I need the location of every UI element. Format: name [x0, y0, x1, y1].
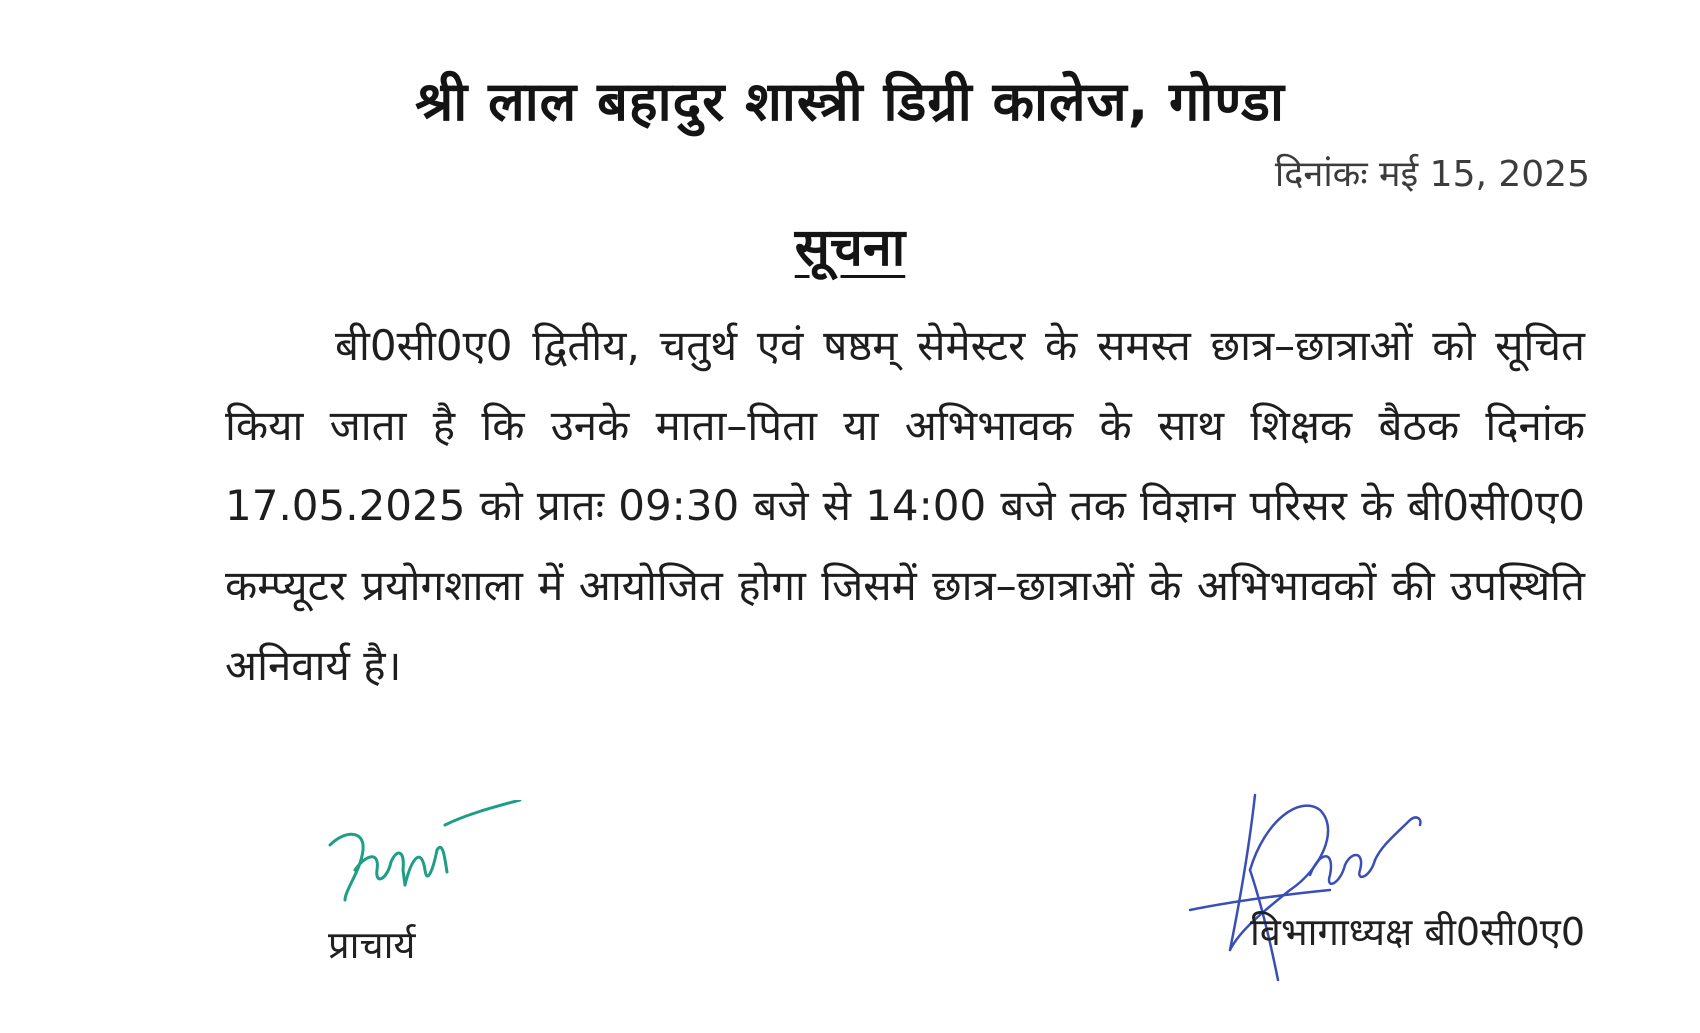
hod-label: विभागाध्यक्ष बी0सी0ए0: [1249, 910, 1585, 954]
principal-label: प्राचार्य: [328, 923, 416, 967]
hod-signature-icon: [1170, 790, 1430, 990]
principal-signature-icon: [325, 800, 525, 910]
notice-body: बी0सी0ए0 द्वितीय, चतुर्थ एवं षष्ठम् सेमेस्टर के समस्त छात्र–छात्राओं को सूचित किया जाता है कि उनके माता–पिता या अभिभावक के साथ शिक्षक बैठक दिनांक 17.05.2025 को प्रातः 09:30 बजे से 14:00 बजे तक विज्ञान परिसर के बी0सी0ए0 कम्प्यूटर प्रयोगशाला में आयोजित होगा जिसमें छात्र–छात्राओं के अभिभावकों की उपस्थिति अनिवार्य है।: [225, 321, 1585, 690]
notice-heading: [0, 210, 1700, 281]
notice-heading-text: सूचना: [794, 218, 906, 278]
notice-date: दिनांकः मई 15, 2025: [1274, 154, 1590, 195]
college-name: श्री लाल बहादुर शास्त्री डिग्री कालेज, गोण्डा: [415, 70, 1285, 133]
